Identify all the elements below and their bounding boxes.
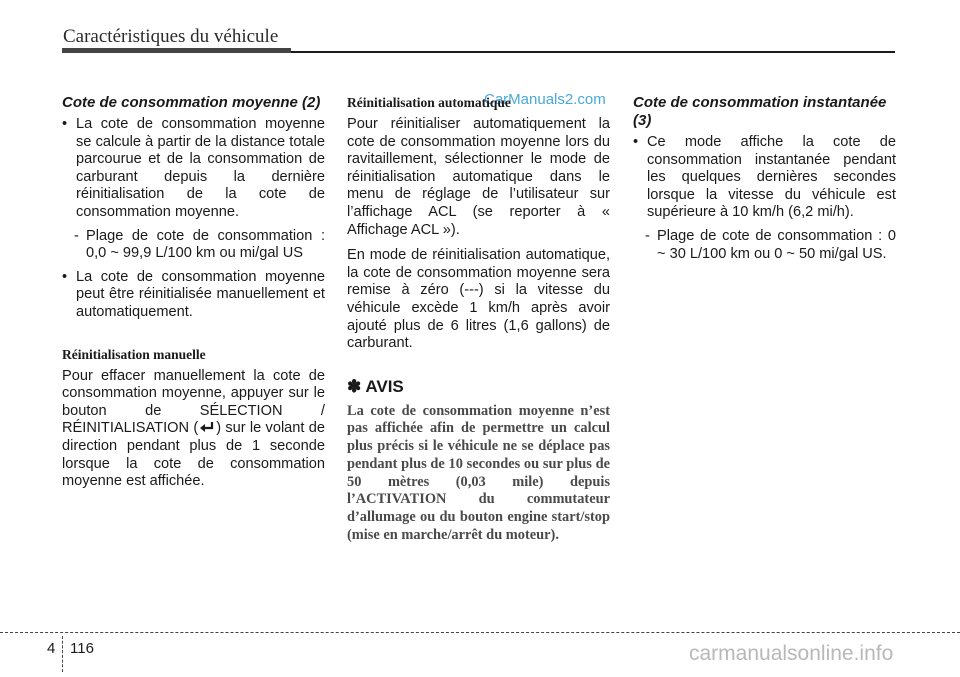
list-item bbox=[633, 134, 896, 222]
section-heading-manual-reset: Réinitialisation manuelle bbox=[62, 346, 206, 362]
manual-reset-text-1: Pour effacer manuellement la cote de consommation moyenne, appuyer sur le bouton de SÉLECTION / RÉINITIALISATION ( bbox=[62, 367, 325, 437]
column-2 bbox=[347, 94, 610, 544]
bullet-text: Ce mode affiche la cote de consommation instantanée pendant les quelques dernières secondes lorsque la vitesse du véhicule est supérieure à 10 km/h (6,2 mi/h). bbox=[647, 134, 896, 221]
bullet-icon: • bbox=[633, 134, 639, 150]
header-rule-thin bbox=[291, 51, 895, 53]
column-3 bbox=[633, 94, 896, 269]
sub-text: Plage de cote de consommation : 0,0 ~ 99,9 L/100 km ou mi/gal US bbox=[86, 227, 325, 262]
footer-divider bbox=[0, 632, 960, 633]
section-heading-instant: Cote de consommation instantanée (3) bbox=[633, 94, 887, 129]
auto-reset-paragraph-1: Pour réinitialiser automatiquement la cote de consommation moyenne lors du ravitaillement, sélectionner le mode de réinitialisation automatique dans le menu de réglage de l’utilisateur sur l’affichage ACL (se reporter à « Affichage ACL »). bbox=[347, 116, 610, 238]
bullet-text: La cote de consommation moyenne se calcule à partir de la distance totale parcourue et de la consommation de carburant depuis la dernière réinitialisation de la cote de consommation moyenne. bbox=[76, 116, 325, 220]
dash-icon: - bbox=[74, 227, 79, 244]
dash-icon: - bbox=[645, 227, 650, 244]
sub-text: Plage de cote de consommation : 0 ~ 30 L/100 km ou 0 ~ 50 mi/gal US. bbox=[657, 227, 896, 262]
bullet-icon: • bbox=[62, 268, 68, 285]
manual-reset-paragraph bbox=[62, 368, 325, 491]
sub-list-item bbox=[62, 228, 325, 263]
section-heading-average: Cote de consommation moyenne (2) bbox=[62, 94, 321, 111]
footer-vertical-divider bbox=[62, 636, 63, 672]
bullet-text: La cote de consommation moyenne peut être réinitialisée manuellement et automatiquement. bbox=[76, 268, 325, 320]
sub-list-item bbox=[633, 228, 896, 263]
page-header-title: Caractéristiques du véhicule bbox=[63, 26, 279, 47]
chapter-number: 4 bbox=[47, 640, 56, 657]
avis-title: ✽ AVIS bbox=[347, 376, 404, 396]
list-item bbox=[62, 269, 325, 322]
avis-body: La cote de consommation moyenne n’est pas affichée afin de permettre un calcul plus précis si le véhicule ne se déplace pas pendant plus de 10 secondes ou sur plus de 50 mètres (0,03 mile) depuis l’ACTIVATION du commutateur d’allumage ou du bouton engine start/stop (mise en marche/arrêt du moteur). bbox=[347, 402, 610, 543]
column-1 bbox=[62, 94, 325, 491]
list-item bbox=[62, 116, 325, 222]
section-heading-auto-reset: Réinitialisation automatique bbox=[347, 95, 511, 110]
header-rule-thick bbox=[62, 48, 291, 53]
auto-reset-paragraph-2: En mode de réinitialisation automatique, la cote de consommation moyenne sera remise à zéro (---) si la vitesse du véhicule excède 1 km/h après avoir ajouté plus de 6 litres (1,6 gallons) de carburant. bbox=[347, 247, 610, 352]
bullet-icon: • bbox=[62, 116, 68, 132]
enter-return-icon bbox=[198, 420, 216, 434]
manual-reset-text-2: ) sur le volant de direction pendant plus de 1 seconde lorsque la cote de consommation moyenne est affichée. bbox=[62, 420, 325, 490]
page-number: 116 bbox=[70, 640, 94, 657]
watermark-logo: CarManuals2.com bbox=[484, 91, 606, 108]
footer-watermark: carmanualsonline.info bbox=[689, 642, 894, 665]
